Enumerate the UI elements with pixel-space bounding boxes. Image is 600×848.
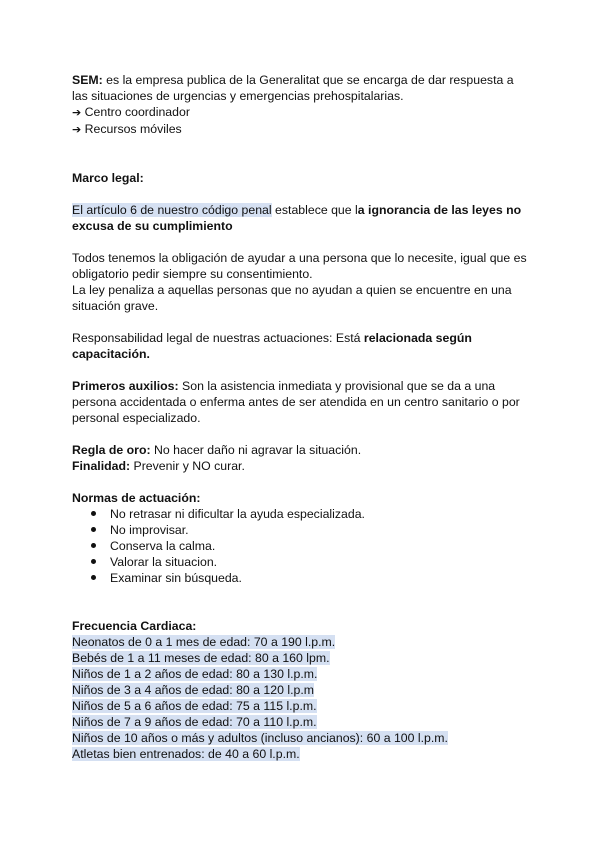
sem-item-1: ➔ Centro coordinador xyxy=(72,105,190,119)
list-item: Examinar sin búsqueda. xyxy=(72,570,532,586)
sem-text: es la empresa publica de la Generalitat que se encarga de dar respuesta a las situaciones de urgencias y emergencias prehospitalarias. xyxy=(72,73,514,103)
list-item: Conserva la calma. xyxy=(72,538,532,554)
frecuencia-item: Bebés de 1 a 11 meses de edad: 80 a 160 lpm. xyxy=(72,651,330,665)
marco-p1: Todos tenemos la obligación de ayudar a una persona que lo necesite, igual que es obligatorio pedir siempre su consentimiento. xyxy=(72,251,527,281)
arrow-right-icon: ➔ xyxy=(72,106,82,119)
article-highlight: El artículo 6 de nuestro código penal xyxy=(72,203,272,217)
frecuencia-item: Niños de 3 a 4 años de edad: 80 a 120 l.p.m xyxy=(72,683,315,697)
article-bold: a ignorancia de las leyes no excusa de su cumplimiento xyxy=(72,203,522,233)
arrow-right-icon: ➔ xyxy=(72,123,82,136)
marco-p2: La ley penaliza a aquellas personas que no ayudan a quien se encuentre en una situación grave. xyxy=(72,283,512,313)
finalidad: Finalidad: Prevenir y NO curar. xyxy=(72,459,245,473)
frecuencia-heading: Frecuencia Cardiaca: xyxy=(72,619,197,633)
marco-heading: Marco legal: xyxy=(72,171,144,185)
frecuencia-item: Niños de 7 a 9 años de edad: 70 a 110 l.p.m. xyxy=(72,715,317,729)
regla-de-oro: Regla de oro: No hacer daño ni agravar la situación. xyxy=(72,443,362,457)
sem-item-2: ➔ Recursos móviles xyxy=(72,122,182,136)
frecuencia-item: Niños de 5 a 6 años de edad: 75 a 115 l.p.m. xyxy=(72,699,317,713)
frecuencia-item: Niños de 1 a 2 años de edad: 80 a 130 l.p.m. xyxy=(72,667,318,681)
document-content xyxy=(72,72,532,762)
sem-paragraph xyxy=(72,72,532,104)
frecuencia-item: Neonatos de 0 a 1 mes de edad: 70 a 190 l.p.m. xyxy=(72,635,336,649)
marco-article: El artículo 6 de nuestro código penal establece que la ignorancia de las leyes no excusa de su cumplimiento xyxy=(72,203,522,233)
list-item: No retrasar ni dificultar la ayuda especializada. xyxy=(72,506,532,522)
frecuencia-item: Atletas bien entrenados: de 40 a 60 l.p.m. xyxy=(72,747,300,761)
list-item: Valorar la situacion. xyxy=(72,554,532,570)
frecuencia-item: Niños de 10 años o más y adultos (incluso ancianos): 60 a 100 l.p.m. xyxy=(72,731,448,745)
primeros-auxilios-paragraph: Primeros auxilios: Son la asistencia inmediata y provisional que se da a una persona accidentada o enferma antes de ser atendida en un centro sanitario o por personal especializado. xyxy=(72,379,520,425)
normas-heading: Normas de actuación: xyxy=(72,491,201,505)
normas-list xyxy=(72,506,532,586)
list-item: No improvisar. xyxy=(72,522,532,538)
sem-term: SEM: xyxy=(72,73,103,87)
responsabilidad-paragraph: Responsabilidad legal de nuestras actuaciones: Está relacionada según capacitación. xyxy=(72,331,472,361)
